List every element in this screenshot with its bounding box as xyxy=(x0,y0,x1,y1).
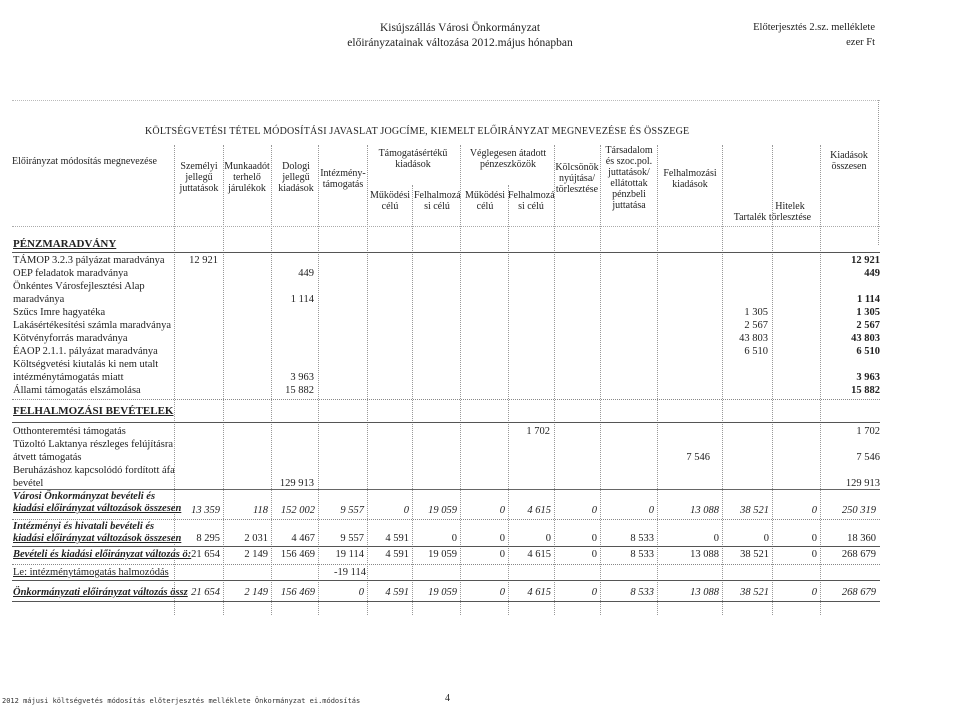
row-label: intézménytámogatás miatt xyxy=(13,372,124,383)
section-felhalmozasi: FELHALMOZÁSI BEVÉTELEK xyxy=(13,405,174,417)
cell-szemelyi: 12 921 xyxy=(189,255,218,266)
row-label: Beruházáshoz kapcsolódó fordított áfa xyxy=(13,465,175,476)
cell-tartalek: 43 803 xyxy=(739,333,768,344)
cell-tarsadalom: 8 533 xyxy=(630,587,654,598)
col-header-szemelyi: Személyi jellegű juttatások xyxy=(179,161,219,194)
cell-szemelyi: 21 654 xyxy=(191,587,220,598)
cell-tartalek: 1 305 xyxy=(744,307,768,318)
cell-total: 1 114 xyxy=(856,294,880,305)
col-sep xyxy=(460,145,461,615)
cell-veg-mukodesi: 1 702 xyxy=(526,426,550,437)
col-sep xyxy=(174,145,175,615)
cell-veg-felhalm: 4 615 xyxy=(527,549,551,560)
cell-tam-mukodesi: 4 591 xyxy=(385,587,409,598)
cell-tartalek: 0 xyxy=(763,533,769,544)
row-line xyxy=(12,601,880,602)
row-label: OEP feladatok maradványa xyxy=(13,268,129,279)
footer-file: 2012 májusi költségvetés módosítás előterjesztés melléklete Önkormányzat ei.módosítás xyxy=(2,697,361,705)
cell-tartalek: 6 510 xyxy=(744,346,768,357)
cell-felhalm-kiad: 13 088 xyxy=(690,505,719,516)
col-header-veg-mukodesi: Működési célú xyxy=(465,190,505,212)
cell-kolcson: 0 xyxy=(591,533,597,544)
table-top-border xyxy=(12,100,880,101)
summary-intezm-label-1: Intézményi és hivatali bevételi és xyxy=(13,521,155,532)
summary-varosi-label-1: Városi Önkormányzat bevételi és xyxy=(13,491,156,502)
cell-total: 18 360 xyxy=(847,533,876,544)
cell-veg-mukodesi: 0 xyxy=(499,505,505,516)
row-label: Költségvetési kiutalás ki nem utalt xyxy=(13,359,159,370)
cell-tarsadalom: 8 533 xyxy=(630,533,654,544)
cell-veg-mukodesi: 0 xyxy=(499,549,505,560)
cell-dologi: 1 114 xyxy=(290,294,314,305)
cell-kolcson: 0 xyxy=(591,587,597,598)
section-penzmaradvany: PÉNZMARADVÁNY xyxy=(13,238,117,250)
cell-dologi: 3 963 xyxy=(290,372,314,383)
row-label: Állami támogatás elszámolása xyxy=(13,385,141,396)
col-header-tam-felhalm: Felhalmozá si célú xyxy=(414,190,461,212)
col-sep xyxy=(554,145,555,615)
col-sep xyxy=(318,145,319,615)
cell-tam-mukodesi: 0 xyxy=(403,505,409,516)
table-right-border xyxy=(878,100,879,245)
cell-dologi: 449 xyxy=(298,268,314,279)
row-label: bevétel xyxy=(13,478,44,489)
cell-total: 129 913 xyxy=(845,478,880,489)
cell-hitelek: 0 xyxy=(811,533,817,544)
row-label: Önkéntes Városfejlesztési Alap xyxy=(13,281,145,292)
row-line xyxy=(12,580,880,581)
cell-tartalek: 38 521 xyxy=(740,549,769,560)
col-header-hitelek: Hitelek törlesztése xyxy=(768,201,812,223)
cell-tam-mukodesi: 4 591 xyxy=(385,533,409,544)
cell-intezmeny: 9 557 xyxy=(340,505,364,516)
col-sep xyxy=(223,145,224,615)
cell-tarsadalom: 0 xyxy=(648,505,654,516)
col-header-tarsadalom: Társadalom és szoc.pol. juttatások/ ellátottak pénzbeli juttatása xyxy=(605,145,653,211)
cell-tam-felhalm: 19 059 xyxy=(428,587,457,598)
cell-total: 3 963 xyxy=(856,372,880,383)
col-header-tam-mukodesi: Működési célú xyxy=(370,190,410,212)
section-line xyxy=(12,489,880,490)
cell-munkaadot: 118 xyxy=(253,505,268,516)
cell-dologi: 156 469 xyxy=(280,549,315,560)
cell-dologi: 156 469 xyxy=(280,587,315,598)
cell-hitelek: 0 xyxy=(811,505,817,516)
row-line xyxy=(12,546,880,547)
cell-munkaadot: 2 031 xyxy=(244,533,268,544)
summary-varosi-label-2: kiadási előirányzat változások összesen xyxy=(13,503,182,514)
cell-szemelyi: 8 295 xyxy=(196,533,220,544)
cell-veg-felhalm: 4 615 xyxy=(527,587,551,598)
cell-total: 12 921 xyxy=(851,255,880,266)
col-sep xyxy=(508,185,509,615)
cell-tartalek: 38 521 xyxy=(740,587,769,598)
col-header-kiadasok: Kiadások összesen xyxy=(830,150,868,172)
cell-intezmeny: 0 xyxy=(358,587,364,598)
summary-intezm-label-2: kiadási előirányzat változások összesen xyxy=(13,533,182,544)
cell-total: 1 305 xyxy=(856,307,880,318)
cell-total: 6 510 xyxy=(856,346,880,357)
row-line xyxy=(12,519,880,520)
cell-dologi: 152 002 xyxy=(280,505,315,516)
cell-tarsadalom: 8 533 xyxy=(630,549,654,560)
cell-tam-mukodesi: 4 591 xyxy=(385,549,409,560)
col-header-tartalek: Tartalék xyxy=(733,212,767,223)
cell-felhalm-kiad: 13 088 xyxy=(690,587,719,598)
footer-page-number: 4 xyxy=(445,693,450,704)
doc-unit-label: ezer Ft xyxy=(846,37,875,48)
cell-total: 449 xyxy=(864,268,880,279)
section-line xyxy=(12,422,880,423)
col-sep xyxy=(367,145,368,615)
cell-felhalm-kiad: 7 546 xyxy=(686,452,710,463)
row-label: átvett támogatás xyxy=(13,452,82,463)
col-sep xyxy=(657,145,658,615)
col-sep xyxy=(271,145,272,615)
col-header-veg-group: Véglegesen átadott pénzeszközök xyxy=(469,148,547,170)
cell-total: 268 679 xyxy=(841,587,876,598)
col-header-munkaadot: Munkaadót terhelő járulékok xyxy=(224,161,270,194)
section-line xyxy=(12,252,880,253)
row-label: Tűzoltó Laktanya részleges felújításra xyxy=(13,439,174,450)
cell-felhalm-kiad: 0 xyxy=(713,533,719,544)
col-sep xyxy=(412,185,413,615)
row-label: Kötvényforrás maradványa xyxy=(13,333,128,344)
col-header-intezmeny: Intézmény-támogatás xyxy=(320,168,366,190)
section-line xyxy=(12,399,880,400)
doc-annex-label: Előterjesztés 2.sz. melléklete xyxy=(753,22,875,33)
cell-hitelek: 0 xyxy=(811,587,817,598)
cell-veg-felhalm: 0 xyxy=(545,533,551,544)
cell-felhalm-kiad: 13 088 xyxy=(690,549,719,560)
col-header-kolcson: Kölcsönök nyújtása/ törlesztése xyxy=(555,162,599,195)
cell-veg-felhalm: 4 615 xyxy=(527,505,551,516)
cell-total: 1 702 xyxy=(856,426,880,437)
cell-le-intezmeny: -19 114 xyxy=(334,567,366,578)
cell-total: 268 679 xyxy=(841,549,876,560)
row-line xyxy=(12,564,880,565)
summary-bevet-label: Bevételi és kiadási előirányzat változás ö: xyxy=(13,549,192,560)
table-caption: KÖLTSÉGVETÉSI TÉTEL MÓDOSÍTÁSI JAVASLAT JOGCÍME, KIEMELT ELŐIRÁNYZAT MEGNEVEZÉSE ÉS ÖSSZEGE xyxy=(145,126,690,137)
row-label: maradványa xyxy=(13,294,65,305)
cell-veg-mukodesi: 0 xyxy=(499,533,505,544)
header-bottom-line xyxy=(12,226,880,227)
cell-veg-mukodesi: 0 xyxy=(499,587,505,598)
cell-kolcson: 0 xyxy=(591,549,597,560)
cell-tam-felhalm: 19 059 xyxy=(428,549,457,560)
col-header-veg-felhalm: Felhalmozá si célú xyxy=(508,190,555,212)
cell-total: 43 803 xyxy=(851,333,880,344)
cell-dologi: 15 882 xyxy=(285,385,314,396)
cell-dologi: 129 913 xyxy=(279,478,314,489)
cell-munkaadot: 2 149 xyxy=(244,587,268,598)
col-header-dologi: Dologi jellegű kiadások xyxy=(278,161,314,194)
cell-szemelyi: 21 654 xyxy=(191,549,220,560)
cell-intezmeny: 9 557 xyxy=(340,533,364,544)
col-sep xyxy=(820,145,821,615)
cell-hitelek: 0 xyxy=(811,549,817,560)
row-label: Otthonteremtési támogatás xyxy=(13,426,126,437)
col-header-label: Előirányzat módosítás megnevezése xyxy=(12,156,157,167)
cell-tartalek: 38 521 xyxy=(740,505,769,516)
row-label: Lakásértékesítési számla maradványa xyxy=(13,320,172,331)
col-header-tam-group: Támogatásértékű kiadások xyxy=(378,148,448,170)
doc-title-line2: előirányzatainak változása 2012.május hónapban xyxy=(347,37,573,49)
cell-szemelyi: 13 359 xyxy=(191,505,220,516)
row-label: TÁMOP 3.2.3 pályázat maradványa xyxy=(13,255,165,266)
cell-munkaadot: 2 149 xyxy=(244,549,268,560)
col-sep xyxy=(772,145,773,615)
row-label: Szűcs Imre hagyatéka xyxy=(13,307,106,318)
doc-title-line1: Kisújszállás Városi Önkormányzat xyxy=(379,22,541,34)
cell-kolcson: 0 xyxy=(591,505,597,516)
cell-dologi: 4 467 xyxy=(291,533,315,544)
col-header-felhalm-kiad: Felhalmozási kiadások xyxy=(663,168,717,190)
cell-intezmeny: 19 114 xyxy=(335,549,364,560)
cell-total: 7 546 xyxy=(856,452,880,463)
summary-onk-label: Önkormányzati előirányzat változás össz xyxy=(13,587,188,598)
cell-tartalek: 2 567 xyxy=(744,320,768,331)
cell-tam-felhalm: 19 059 xyxy=(428,505,457,516)
cell-total: 250 319 xyxy=(841,505,876,516)
col-sep xyxy=(722,145,723,615)
cell-total: 15 882 xyxy=(851,385,880,396)
cell-total: 2 567 xyxy=(856,320,880,331)
col-sep xyxy=(600,145,601,615)
cell-tam-felhalm: 0 xyxy=(451,533,457,544)
row-label: ÉAOP 2.1.1. pályázat maradványa xyxy=(13,346,158,357)
summary-le-label: Le: intézménytámogatás halmozódás xyxy=(13,567,169,578)
